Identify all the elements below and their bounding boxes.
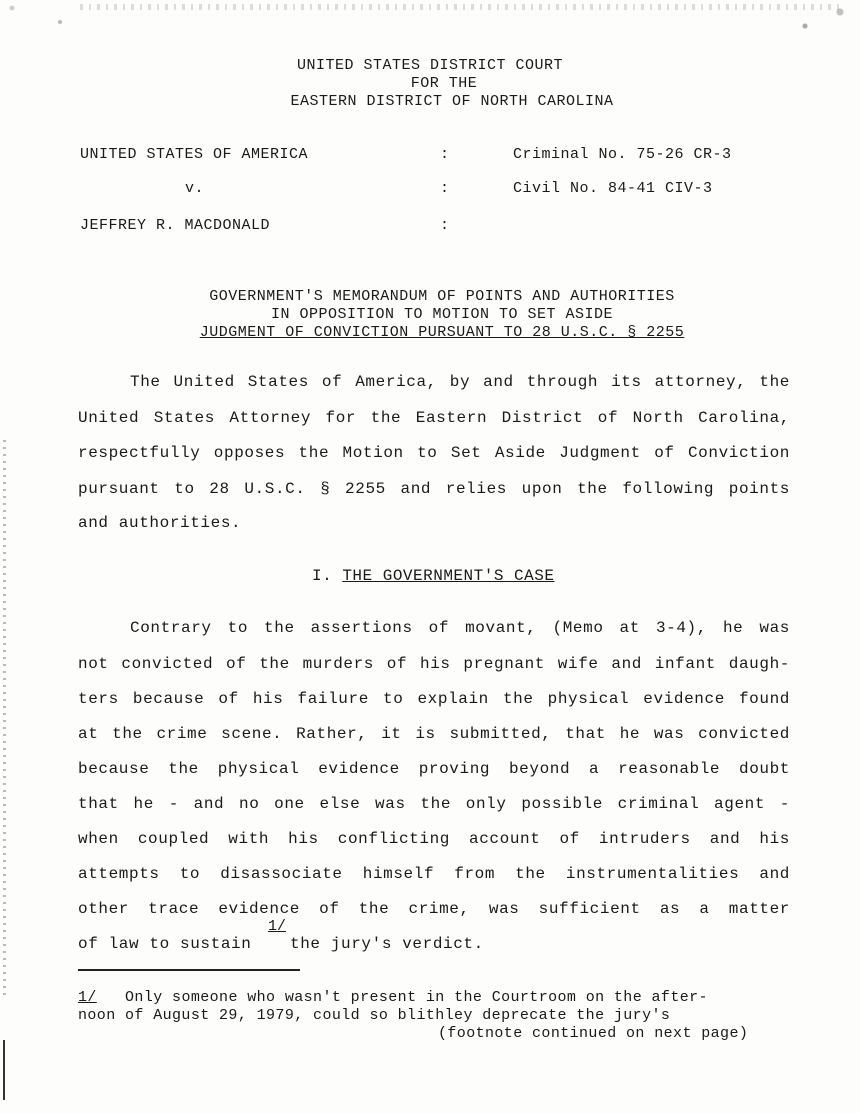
intro-line-5: and authorities. [78,514,242,532]
title-line-1: GOVERNMENT'S MEMORANDUM OF POINTS AND AUTHORITIES [209,288,675,305]
footnote-rule [78,969,300,971]
body-line-4: at the crime scene. Rather, it is submitted, that he was convicted [78,725,790,743]
intro-line-2: United States Attorney for the Eastern District of North Carolina, [78,409,790,427]
caption-versus: v. [185,180,205,197]
section-title: THE GOVERNMENT'S CASE [342,567,555,585]
footnote-continued: (footnote continued on next page) [438,1025,749,1042]
caption-colon-3: : [440,217,450,234]
title-line-2: IN OPPOSITION TO MOTION TO SET ASIDE [270,306,614,323]
body-line-5: because the physical evidence proving beyond a reasonable doubt [78,760,790,778]
caption-colon-2: : [440,180,450,197]
scan-noise-line [80,4,840,10]
intro-line-4: pursuant to 28 U.S.C. § 2255 and relies upon the following points [78,480,790,498]
title-line-3 [0,324,860,341]
footnote-line-1 [78,989,708,1006]
footnote-line-2: noon of August 29, 1979, could so blithley deprecate the jury's [78,1007,671,1024]
body-line-10-end: the jury's verdict. [290,935,484,953]
body-line-2: not convicted of the murders of his pregnant wife and infant daugh- [78,655,790,673]
section-number: I. [312,567,333,585]
footnote-marker: 1/ [78,989,97,1006]
body-line-1: Contrary to the assertions of movant, (Memo at 3-4), he was [130,619,790,637]
intro-line-3: respectfully opposes the Motion to Set Aside Judgment of Conviction [78,444,790,462]
criminal-number: Criminal No. 75-26 CR-3 [513,146,732,163]
court-for-the: FOR THE [410,75,478,92]
intro-line-1: The United States of America, by and through its attorney, the [130,373,790,391]
body-line-3: ters because of his failure to explain the physical evidence found [78,690,790,708]
section-heading [312,567,554,585]
court-name: UNITED STATES DISTRICT COURT [296,57,564,74]
civil-number: Civil No. 84-41 CIV-3 [513,180,713,197]
margin-bar [3,1040,5,1100]
margin-dots [3,440,6,1000]
caption-colon-1: : [440,146,450,163]
footnote-reference: 1/ [268,918,287,935]
body-line-10-start: of law to sustain [78,935,252,953]
body-line-9: other trace evidence of the crime, was sufficient as a matter [78,900,790,918]
body-line-6: that he - and no one else was the only possible criminal agent - [78,795,790,813]
body-line-10 [78,935,251,953]
body-line-8: attempts to disassociate himself from the instrumentalities and [78,865,790,883]
title-line-3-text: JUDGMENT OF CONVICTION PURSUANT TO 28 U.S.C. § 2255 [199,324,685,341]
footnote-line-1-text: Only someone who wasn't present in the Courtroom on the after- [125,989,708,1006]
caption-defendant: JEFFREY R. MACDONALD [80,217,271,234]
court-district: EASTERN DISTRICT OF NORTH CAROLINA [290,93,614,110]
body-line-7: when coupled with his conflicting account of intruders and his [78,830,790,848]
caption-plaintiff: UNITED STATES OF AMERICA [80,146,309,163]
